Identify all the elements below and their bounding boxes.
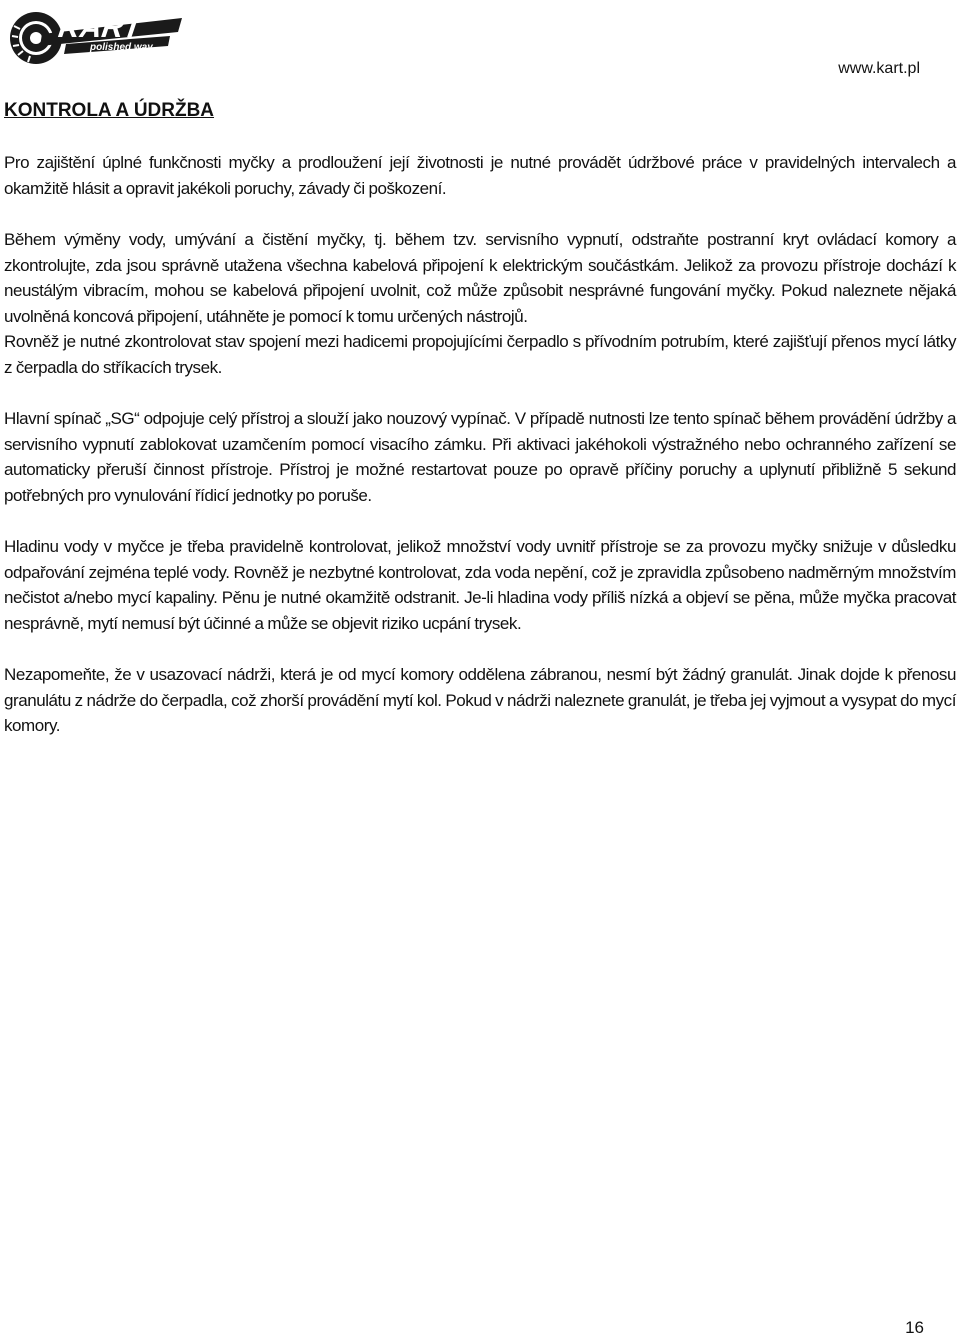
website-url: www.kart.pl bbox=[838, 60, 920, 77]
kart-logo-graphic bbox=[6, 4, 186, 68]
logo-wordmark: KART bbox=[56, 11, 144, 44]
section-title: KONTROLA A ÚDRŽBA bbox=[4, 100, 215, 121]
body-content bbox=[4, 150, 956, 765]
logo-tagline: polished way bbox=[90, 42, 153, 53]
paragraph-water-level: Hladinu vody v myčce je třeba pravidelně kontrolovat, jelikož množství vody uvnitř přístroje se za provozu myčky snižuje v důsledku odpařování zejména teplé vody. Rovněž je nezbytné kontrolovat, zda voda nepění, což je zpravidla způsobeno nadměrným množstvím nečistot a/nebo mycí kapaliny. Pěnu je nutné okamžitě odstranit. Je-li hladina vody příliš nízká a objeví se pěna, může myčka pracovat nesprávně, mytí nemusí být účinné a může se objevit riziko ucpání trysek. bbox=[4, 537, 956, 633]
paragraph-cable-check: Během výměny vody, umývání a čistění myčky, tj. během tzv. servisního vypnutí, odstraňte postranní kryt ovládací komory a zkontrolujte, zda jsou správně utažena všechna kabelová připojení k elektrickým součástkám. Jelikož za provozu přístroje dochází k neustálým vibracím, mohou se kabelová připojení uvolnit, což může způsobit nesprávné fungování myčky. Pokud naleznete nějaká uvolněná koncová připojení, utáhněte je pomocí k tomu určených nástrojů. bbox=[4, 230, 956, 326]
paragraph-intro: Pro zajištění úplné funkčnosti myčky a prodloužení její životnosti je nutné provádět údržbové práce v pravidelných intervalech a okamžitě hlásit a opravit jakékoli poruchy, závady či poškození. bbox=[4, 153, 956, 198]
paragraph-main-switch: Hlavní spínač „SG“ odpojuje celý přístroj a slouží jako nouzový vypínač. V případě nutnosti lze tento spínač během provádění údržby a servisního vypnutí zablokovat uzamčením pomocí visacího zámku. Při aktivaci jakéhokoli výstražného nebo ochranného zařízení se automaticky přeruší činnost přístroje. Přístroj je možné restartovat pouze po opravě příčiny poruchy a uplynutí přibližně 5 sekund potřebných pro vynulování řídicí jednotky po poruše. bbox=[4, 409, 956, 505]
page-number: 16 bbox=[905, 1318, 924, 1337]
paragraph-hose-check: Rovněž je nutné zkontrolovat stav spojení mezi hadicemi propojujícími čerpadlo s přívodním potrubím, které zajišťují přenos mycí látky z čerpadla do stříkacích trysek. bbox=[4, 332, 956, 377]
kart-logo bbox=[6, 4, 186, 68]
paragraph-granulate: Nezapomeňte, že v usazovací nádrži, která je od mycí komory oddělena zábranou, nesmí být žádný granulát. Jinak dojde k přenosu granulátu z nádrže do čerpadla, což zhorší provádění mytí kol. Pokud v nádrži naleznete granulát, je třeba jej vyjmout a vysypat do mycí komory. bbox=[4, 665, 956, 735]
